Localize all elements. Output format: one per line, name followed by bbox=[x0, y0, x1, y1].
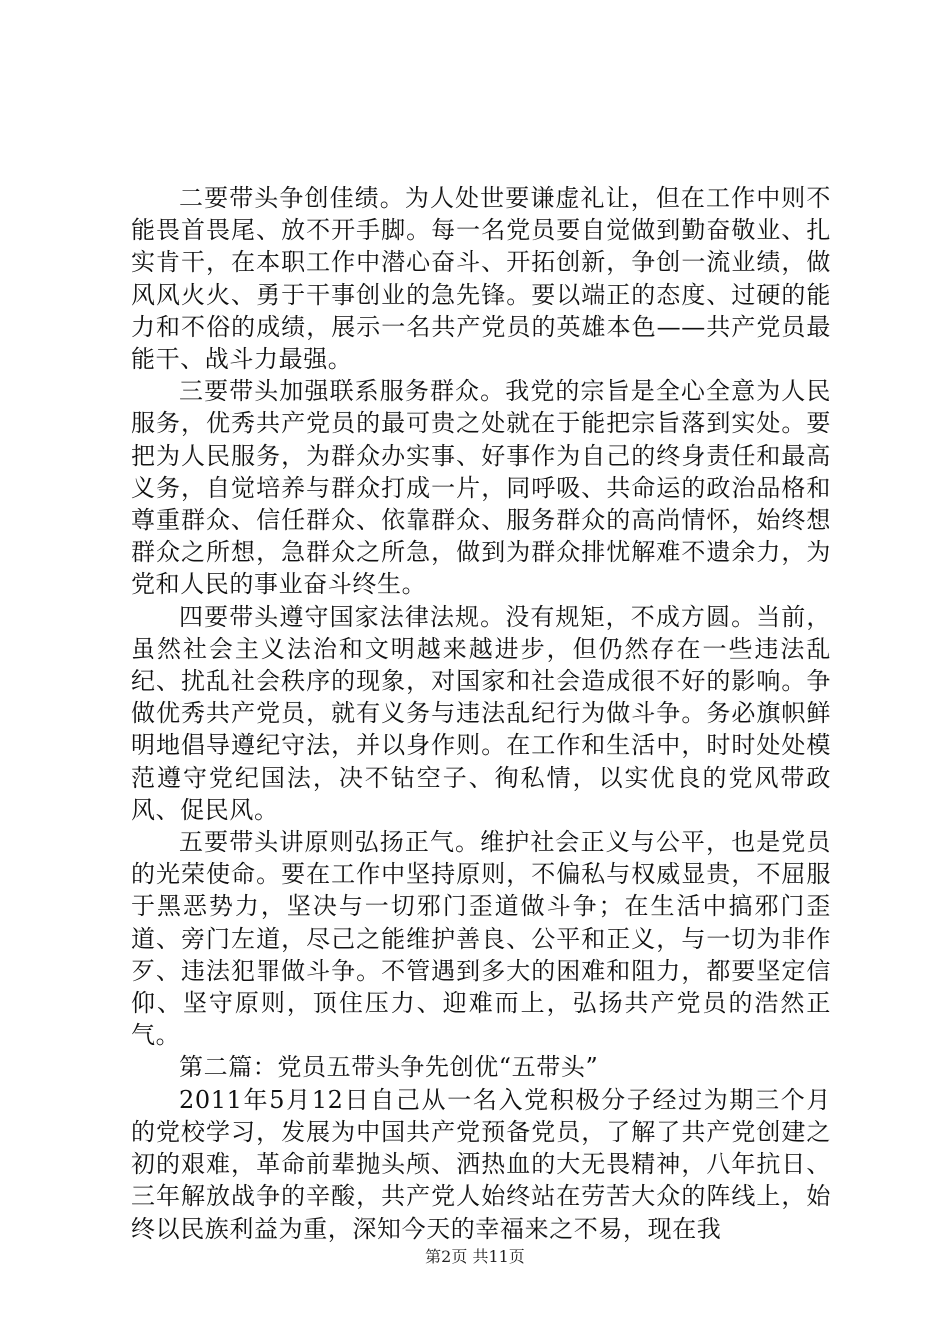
paragraph-2: 二要带头争创佳绩。为人处世要谦虚礼让，但在工作中则不能畏首畏尾、放不开手脚。每一名党员要自觉做到勤奋敬业、扎实肯干，在本职工作中潜心奋斗、开拓创新，争创一流业绩，做风风火火、勇于干事创业的急先锋。要以端正的态度、过硬的能力和不俗的成绩，展示一名共产党员的英雄本色——共产党员最能干、战斗力最强。 bbox=[131, 184, 831, 374]
paragraph-4: 四要带头遵守国家法律法规。没有规矩，不成方圆。当前，虽然社会主义法治和文明越来越进步，但仍然存在一些违法乱纪、扰乱社会秩序的现象，对国家和社会造成很不好的影响。争做优秀共产党员，就有义务与违法乱纪行为做斗争。务必旗帜鲜明地倡导遵纪守法，并以身作则。在工作和生活中，时时处处模范遵守党纪国法，决不钻空子、徇私情，以实优良的党风带政风、促民风。 bbox=[131, 602, 831, 824]
paragraph-section2-intro: 2011年5月12日自己从一名入党积极分子经过为期三个月的党校学习，发展为中国共产党预备党员，了解了共产党创建之初的艰难，革命前辈抛头颅、洒热血的大无畏精神，八年抗日、三年解放战争的辛酸，共产党人始终站在劳苦大众的阵线上，始终以民族利益为重，深知今天的幸福来之不易，现在我 bbox=[131, 1085, 831, 1243]
paragraph-3: 三要带头加强联系服务群众。我党的宗旨是全心全意为人民服务，优秀共产党员的最可贵之处就在于能把宗旨落到实处。要把为人民服务，为群众办实事、好事作为自己的终身责任和最高义务，自觉培养与群众打成一片，同呼吸、共命运的政治品格和尊重群众、信任群众、依靠群众、服务群众的高尚情怀，始终想群众之所想，急群众之所急，做到为群众排忧解难不遗余力，为党和人民的事业奋斗终生。 bbox=[131, 377, 831, 599]
document-body bbox=[131, 182, 831, 1245]
section-heading: 第二篇：党员五带头争先创优“五带头” bbox=[179, 1053, 599, 1082]
paragraph-5: 五要带头讲原则弘扬正气。维护社会正义与公平，也是党员的光荣使命。要在工作中坚持原则，不偏私与权威显贵，不屈服于黑恶势力，坚决与一切邪门歪道做斗争；在生活中搞邪门歪道、旁门左道，尽己之能维护善良、公平和正义，与一切为非作歹、违法犯罪做斗争。不管遇到多大的困难和阻力，都要坚定信仰、坚守原则，顶住压力、迎难而上，弘扬共产党员的浩然正气。 bbox=[131, 828, 831, 1050]
page-footer: 第2页 共11页 bbox=[425, 1247, 525, 1266]
